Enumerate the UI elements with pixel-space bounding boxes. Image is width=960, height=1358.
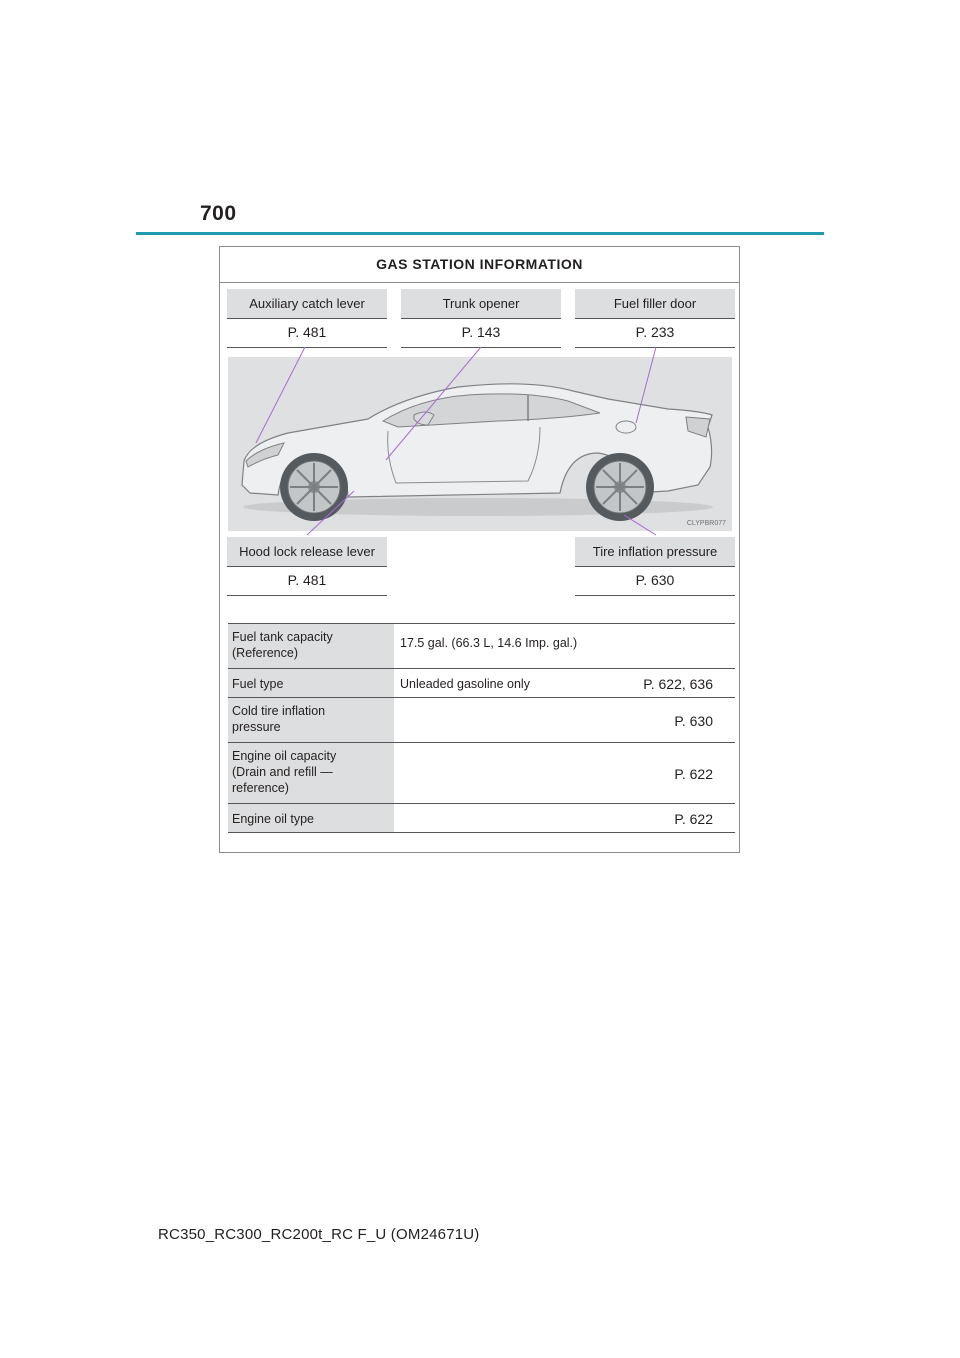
- spec-value-cell: [394, 698, 735, 743]
- table-row: [228, 743, 735, 804]
- callout-tire-inflation-pressure: [575, 537, 735, 596]
- spec-key: Engine oil capacity (Drain and refill — reference): [228, 743, 394, 804]
- gas-station-panel: [219, 246, 740, 853]
- callout-hood-lock-release-lever: [227, 537, 387, 596]
- callout-label: Auxiliary catch lever: [227, 289, 387, 319]
- callout-label: Fuel filler door: [575, 289, 735, 319]
- spec-key: Cold tire inflation pressure: [228, 698, 394, 743]
- callout-auxiliary-catch-lever: [227, 289, 387, 348]
- spec-page-ref[interactable]: P. 622: [674, 766, 713, 782]
- callout-page-ref[interactable]: P. 481: [227, 567, 387, 596]
- spec-key: Fuel type: [228, 669, 394, 698]
- spec-page-ref[interactable]: P. 630: [674, 713, 713, 729]
- spec-value-cell: [394, 669, 735, 698]
- callout-fuel-filler-door: [575, 289, 735, 348]
- car-illustration: [228, 357, 732, 531]
- car-side-view-icon: [228, 357, 732, 531]
- spec-table: [228, 623, 735, 833]
- spec-value-cell: [394, 804, 735, 833]
- page-footer: RC350_RC300_RC200t_RC F_U (OM24671U): [158, 1226, 480, 1243]
- callout-label: Tire inflation pressure: [575, 537, 735, 567]
- spec-value: Unleaded gasoline only: [400, 677, 530, 691]
- callout-label: Trunk opener: [401, 289, 561, 319]
- spec-value-cell: [394, 624, 735, 669]
- callout-page-ref[interactable]: P. 630: [575, 567, 735, 596]
- callout-trunk-opener: [401, 289, 561, 348]
- table-row: [228, 698, 735, 743]
- table-row: [228, 669, 735, 698]
- spec-page-ref[interactable]: P. 622, 636: [643, 676, 713, 692]
- page-number: 700: [200, 202, 237, 225]
- spec-key: Fuel tank capacity (Reference): [228, 624, 394, 669]
- callout-page-ref[interactable]: P. 143: [401, 319, 561, 348]
- callout-page-ref[interactable]: P. 233: [575, 319, 735, 348]
- header-rule: [136, 232, 824, 235]
- spec-key: Engine oil type: [228, 804, 394, 833]
- spec-value: 17.5 gal. (66.3 L, 14.6 Imp. gal.): [400, 636, 578, 650]
- callout-page-ref[interactable]: P. 481: [227, 319, 387, 348]
- image-code: CLYPBR077: [686, 520, 726, 527]
- panel-title: GAS STATION INFORMATION: [220, 247, 739, 283]
- callout-label: Hood lock release lever: [227, 537, 387, 567]
- spec-value-cell: [394, 743, 735, 804]
- spec-page-ref[interactable]: P. 622: [674, 811, 713, 827]
- table-row: [228, 624, 735, 669]
- table-row: [228, 804, 735, 833]
